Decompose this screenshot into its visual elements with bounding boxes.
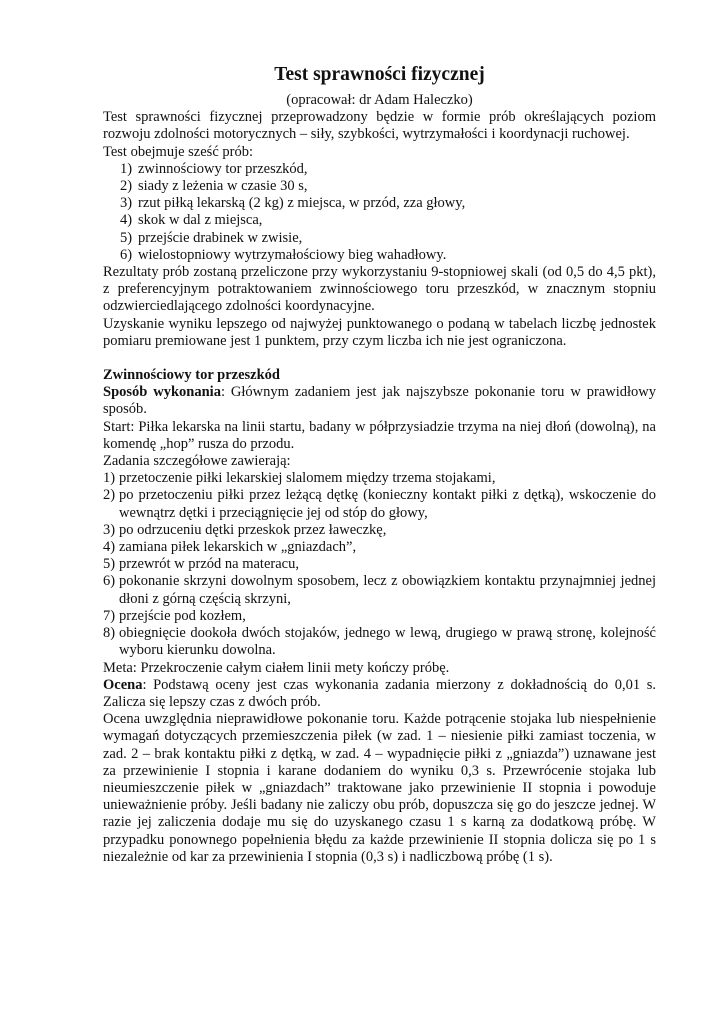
- list-item: [103, 556, 656, 573]
- list-item-text: przewrót w przód na materacu,: [119, 556, 299, 573]
- start-paragraph: Start: Piłka lekarska na linii startu, badany w półprzysiadzie trzyma na niej dłoń (dowolną), na komendę „hop” rusza do przodu.: [103, 418, 656, 452]
- list-item: [103, 539, 656, 556]
- list-item: [103, 625, 656, 659]
- list-item: [103, 608, 656, 625]
- list-item-number: 5): [103, 556, 116, 573]
- list-item: [103, 230, 656, 247]
- list-item-text: siady z leżenia w czasie 30 s,: [138, 178, 308, 195]
- list-item-number: 8): [103, 625, 116, 642]
- score-text: : Podstawą oceny jest czas wykonania zadania mierzony z dokładnością do 0,01 s. Zalicza się lepszy czas z dwóch prób.: [103, 676, 656, 710]
- list-item-number: 7): [103, 607, 116, 624]
- list-item-number: 6): [103, 573, 116, 590]
- list-item: [103, 470, 656, 487]
- method-text: : Głównym zadaniem jest jak najszybsze pokonanie toru w prawidłowy sposób.: [103, 384, 656, 418]
- list-item-number: 3): [120, 195, 133, 212]
- results-paragraph: Rezultaty prób zostaną przeliczone przy wykorzystaniu 9-stopniowej skali (od 0,5 do 4,5 pkt), z preferencyjnym potraktowaniem zwinnościowego toru przeszkód, w znacznym stopniu odzwierciedlającego zdolności koordynacyjne.: [103, 264, 656, 315]
- list-item: [103, 161, 656, 178]
- list-item-text: skok w dal z miejsca,: [138, 212, 263, 229]
- document-page: [103, 64, 656, 866]
- list-item-text: rzut piłką lekarską (2 kg) z miejsca, w przód, zza głowy,: [138, 195, 466, 212]
- list-item-number: 5): [120, 229, 133, 246]
- document-title: Test sprawności fizycznej: [274, 64, 485, 85]
- list-item-text: obiegnięcie dookoła dwóch stojaków, jednego w lewą, drugiego w prawą stronę, kolejność wyboru kierunku dowolna.: [119, 625, 656, 659]
- section-heading: Zwinnościowy tor przeszkód: [103, 367, 280, 384]
- list-item-number: 2): [120, 178, 133, 195]
- list-item-text: po odrzuceniu dętki przeskok przez ławeczkę,: [119, 521, 387, 538]
- list-item-text: przejście pod kozłem,: [119, 607, 246, 624]
- list-item-number: 4): [120, 212, 133, 229]
- list-item: [103, 195, 656, 212]
- method-paragraph: [103, 384, 656, 418]
- list-item-text: po przetoczeniu piłki przez leżącą dętkę (konieczny kontakt piłki z dętką), wskoczenie do wewnątrz dętki i przeciągnięcie jej od stóp do głowy,: [119, 487, 656, 521]
- list-item-text: wielostopniowy wytrzymałościowy bieg wahadłowy.: [138, 246, 447, 263]
- list-item-number: 1): [120, 160, 133, 177]
- list-item-text: zwinnościowy tor przeszkód,: [138, 160, 308, 177]
- method-label: Sposób wykonania: [103, 384, 221, 401]
- list-item: [103, 247, 656, 264]
- list-item: [103, 212, 656, 229]
- list-item-text: przetoczenie piłki lekarskiej slalomem między trzema stojakami,: [119, 470, 496, 487]
- document-author: (opracował: dr Adam Haleczko): [286, 92, 473, 108]
- list-item-number: 6): [120, 246, 133, 263]
- tests-intro: Test obejmuje sześć prób:: [103, 143, 253, 160]
- list-item: [103, 487, 656, 521]
- list-item: [103, 573, 656, 607]
- score-paragraph: [103, 677, 656, 711]
- list-item-number: 3): [103, 521, 116, 538]
- score-label: Ocena: [103, 676, 143, 693]
- list-item-number: 4): [103, 539, 116, 556]
- meta-paragraph: Meta: Przekroczenie całym ciałem linii mety kończy próbę.: [103, 659, 450, 676]
- bonus-paragraph: Uzyskanie wyniku lepszego od najwyżej punktowanego o podaną w tabelach liczbę jednostek pomiaru premiowane jest 1 punktem, przy czym liczba ich nie jest ograniczona.: [103, 315, 656, 349]
- list-item: [103, 522, 656, 539]
- penalty-paragraph: Ocena uwzględnia nieprawidłowe pokonanie toru. Każde potrącenie stojaka lub niespełnienie wymagań dotyczących przemieszczenia piłek (w zad. 1 – niesienie piłki zamiast toczenia, w zad. 2 – brak kontaktu piłki z dętką, w zad. 4 – wypadnięcie piłki z „gniazda”) uznawane jest za przewinienie I stopnia i karane dodaniem do wyniku 0,3 s. Przewrócenie stojaka lub nieumieszczenie piłek w „gniazdach” traktowane jako przewinienie II stopnia i powoduje unieważnienie próby. Jeśli badany nie zaliczy obu prób, dopuszcza się go do jeszcze jednej. W razie jej zaliczenia dodaje mu się do uzyskanego czasu 1 s karną za dodatkową próbę. W przypadku ponownego popełnienia błędu za każde przewinienie II stopnia dolicza się po 1 s niezależnie od kar za przewinienia I stopnia (0,3 s) i nadliczbową próbę (1 s).: [103, 711, 656, 865]
- tasks-list: [103, 470, 656, 659]
- list-item-text: zamiana piłek lekarskich w „gniazdach”,: [119, 539, 357, 556]
- list-item-text: pokonanie skrzyni dowolnym sposobem, lecz z obowiązkiem kontaktu przynajmniej jednej dłoni z górną częścią skrzyni,: [119, 573, 656, 607]
- list-item-number: 1): [103, 470, 116, 487]
- list-item-number: 2): [103, 487, 116, 504]
- tasks-intro: Zadania szczegółowe zawierają:: [103, 453, 291, 470]
- intro-paragraph: Test sprawności fizycznej przeprowadzony będzie w formie prób określających poziom rozwoju zdolności motorycznych – siły, szybkości, wytrzymałości i koordynacji ruchowej.: [103, 109, 656, 143]
- list-item: [103, 178, 656, 195]
- tests-list: [103, 161, 656, 264]
- list-item-text: przejście drabinek w zwisie,: [138, 229, 303, 246]
